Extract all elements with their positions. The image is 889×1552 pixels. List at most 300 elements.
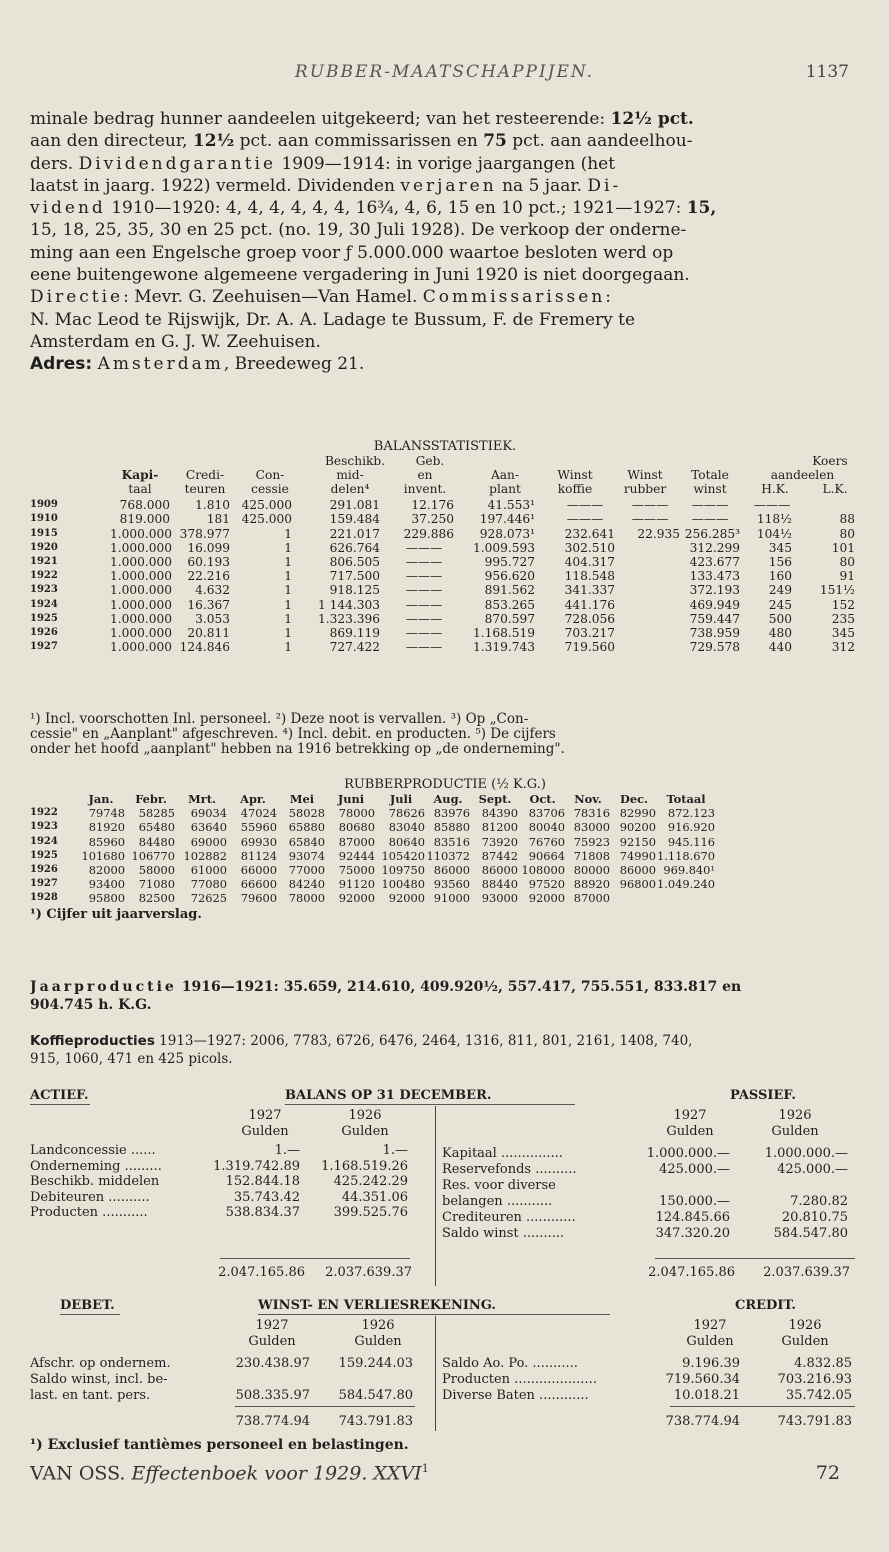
table-cell: 74990	[619, 848, 656, 863]
koffieproducties-text	[30, 1032, 860, 1068]
footer-page-number: 72	[815, 1462, 840, 1484]
winst-title: WINST- EN VERLIESREKENING.	[258, 1298, 496, 1313]
year-cell: 1923	[30, 584, 58, 596]
account-label: Reservefonds ..........	[442, 1162, 577, 1177]
table-cell: 58285	[138, 806, 175, 821]
account-label: Res. voor diverse	[442, 1178, 556, 1193]
account-value: 44.351.06	[341, 1189, 408, 1205]
table-cell: 345	[831, 625, 855, 640]
table-cell: 87000	[338, 834, 375, 849]
table-cell: 91000	[433, 891, 470, 906]
table-cell: 1.000.000	[110, 640, 173, 655]
table-cell: 956.620	[484, 569, 535, 584]
account-value: 35.743.42	[233, 1189, 300, 1205]
table-cell: 58028	[288, 806, 325, 821]
total: 743.791.83	[338, 1414, 413, 1429]
page-footer: VAN OSS. Effectenboek voor 1929. XXVI$^1$ 72	[30, 1462, 840, 1485]
table-cell: 77080	[190, 877, 227, 892]
column-header: Dec.	[619, 792, 649, 807]
year-cell: 1909	[30, 499, 58, 511]
text-line: laatst in jaarg. 1922) vermeld. Dividenden verjaren na 5 jaar. Di-	[30, 175, 622, 196]
table-cell: 110372	[426, 848, 470, 863]
table-cell: 102882	[183, 848, 227, 863]
table-cell: 1.118.670	[657, 848, 715, 863]
table-cell: 918.125	[329, 583, 380, 598]
table-cell: 109750	[381, 862, 425, 877]
table-cell: 152	[831, 597, 855, 612]
table-cell: 469.949	[689, 597, 740, 612]
table-header	[30, 792, 860, 806]
table-cell: 341.337	[564, 583, 615, 598]
table-cell: 12.176	[411, 498, 454, 513]
table-cell: 108000	[521, 862, 565, 877]
table-row	[30, 820, 860, 834]
actief-title: ACTIEF.	[30, 1088, 89, 1103]
text-line: Jaarproductie 1916—1921: 35.659, 214.610, 409.920½, 557.417, 755.551, 833.817 en	[30, 979, 742, 995]
table-cell: 37.250	[411, 512, 454, 527]
text-line: Adres: Amsterdam, Breedeweg 21.	[30, 354, 365, 375]
table-cell: 101680	[81, 848, 125, 863]
table-cell: ———	[631, 498, 669, 513]
text-line: Directie: Mevr. G. Zeehuisen—Van Hamel. Commissarissen:	[30, 287, 612, 308]
account-value: 7.280.82	[790, 1194, 848, 1209]
table-cell: ———	[405, 597, 443, 612]
table-cell: 86000	[481, 862, 518, 877]
account-label: Producten ....................	[442, 1372, 597, 1387]
table-cell: 1	[284, 597, 292, 612]
table-cell: 16.099	[187, 540, 230, 555]
table-cell: 1.323.396	[317, 611, 380, 626]
account-label: last. en tant. pers.	[30, 1388, 151, 1403]
table-cell: 84480	[138, 834, 175, 849]
table-cell: 92000	[528, 891, 565, 906]
account-label: Saldo winst, incl. be-	[30, 1372, 168, 1387]
table-cell: 372.193	[689, 583, 740, 598]
table-cell: 928.073¹	[479, 526, 535, 541]
year-cell: 1925	[30, 849, 58, 861]
account-value: 20.810.75	[781, 1210, 848, 1225]
table-cell: 1	[284, 583, 292, 598]
table-cell: 425.000	[241, 512, 292, 527]
table-cell: 93560	[433, 877, 470, 892]
account-value: 1.—	[382, 1143, 408, 1158]
table-row	[30, 498, 860, 512]
table-cell: 291.081	[329, 498, 380, 513]
table-cell: 853.265	[484, 597, 535, 612]
column-header: Mei	[289, 792, 315, 807]
table-cell: 302.510	[564, 540, 615, 555]
account-value: 1.—	[274, 1143, 300, 1158]
column-header: Febr.	[135, 792, 167, 807]
balansstatistiek-table	[30, 440, 860, 654]
account-value: 703.216.93	[777, 1372, 852, 1387]
table-row	[30, 877, 860, 891]
table-cell: 404.317	[564, 554, 615, 569]
debet-title: DEBET.	[60, 1298, 115, 1313]
table-cell: 1 144.303	[317, 597, 380, 612]
year-cell: 1924	[30, 835, 58, 847]
table-cell: 80	[839, 554, 855, 569]
table-cell: 78316	[573, 806, 610, 821]
table-cell: 75923	[573, 834, 610, 849]
table-cell: 63640	[190, 820, 227, 835]
account-value: 719.560.34	[665, 1372, 740, 1387]
table-cell: 104½	[756, 526, 792, 541]
table-cell: 85960	[88, 834, 125, 849]
table-title: RUBBERPRODUCTIE (½ K.G.)	[344, 777, 546, 792]
table-cell: 87000	[573, 891, 610, 906]
table-cell: 82000	[88, 862, 125, 877]
table-cell: 84390	[481, 806, 518, 821]
account-label: Crediteuren ............	[442, 1210, 576, 1225]
column-header: Juli	[389, 792, 413, 807]
table-cell: 71080	[138, 877, 175, 892]
table-row	[30, 569, 860, 583]
table-cell: 93400	[88, 877, 125, 892]
table-cell: 91	[839, 569, 855, 584]
table-row	[30, 512, 860, 526]
account-value: 1.000.000.—	[764, 1146, 848, 1161]
table-cell: 66600	[240, 877, 277, 892]
account-value: 35.742.05	[785, 1388, 852, 1403]
column-header: Aug.	[433, 792, 463, 807]
table-row	[30, 806, 860, 820]
table-cell: 80	[839, 526, 855, 541]
table-cell: 93000	[481, 891, 518, 906]
table-cell: 86000	[433, 862, 470, 877]
table-cell: ———	[405, 611, 443, 626]
year-cell: 1922	[30, 570, 58, 582]
account-value: 399.525.76	[333, 1205, 408, 1220]
table-row	[30, 612, 860, 626]
table-cell: 181	[206, 512, 230, 527]
table-cell: 1.168.519	[472, 625, 535, 640]
account-value: 10.018.21	[673, 1388, 740, 1403]
table-cell: 727.422	[329, 640, 380, 655]
table-cell: 81920	[88, 820, 125, 835]
table-cell: ———	[631, 512, 669, 527]
table-cell: 92000	[338, 891, 375, 906]
table-cell: 106770	[131, 848, 175, 863]
total: 2.047.165.86	[218, 1265, 305, 1280]
table-cell: 77000	[288, 862, 325, 877]
text-line: 915, 1060, 471 en 425 picols.	[30, 1051, 233, 1067]
table-cell: 232.641	[564, 526, 615, 541]
account-value: 9.196.39	[682, 1356, 740, 1371]
total: 743.791.83	[777, 1414, 852, 1429]
table-cell: 378.977	[179, 526, 230, 541]
table-row	[30, 598, 860, 612]
year-cell: 1924	[30, 598, 58, 610]
winst-footnote: ¹) Exclusief tantièmes personeel en belastingen.	[30, 1437, 409, 1453]
account-value: 584.547.80	[338, 1388, 413, 1403]
account-value: 230.438.97	[235, 1356, 310, 1371]
table-cell: 312	[831, 640, 855, 655]
table-cell: 92444	[338, 848, 375, 863]
table-cell: 118½	[756, 512, 792, 527]
table-title: BALANSSTATISTIEK.	[373, 439, 517, 454]
table-cell: 768.000	[119, 498, 170, 513]
table-row	[30, 640, 860, 654]
table-cell: 229.886	[403, 526, 454, 541]
table-cell: 90200	[619, 820, 656, 835]
year-cell: 1910	[30, 513, 58, 525]
table-cell: 1.009.593	[472, 540, 535, 555]
table-body	[30, 498, 860, 654]
table-cell: 78626	[388, 806, 425, 821]
text-line: 15, 18, 25, 35, 30 en 25 pct. (no. 19, 30 Juli 1928). De verkoop der onderne-	[30, 220, 687, 241]
table-cell: ———	[405, 625, 443, 640]
table-cell: 75000	[338, 862, 375, 877]
table-cell: 945.116	[667, 834, 715, 849]
footer-title: Effectenboek voor 1929. XXVI	[131, 1462, 422, 1485]
table-cell: 345	[768, 540, 792, 555]
table-row	[30, 835, 860, 849]
running-title: RUBBER-MAATSCHAPPIJEN.	[294, 62, 595, 82]
table-cell: 703.217	[564, 625, 615, 640]
column-header: Mrt.	[188, 792, 216, 807]
table-cell: ———	[405, 640, 443, 655]
table-cell: 159.484	[329, 512, 380, 527]
table-cell: 160	[768, 569, 792, 584]
rubberproductie-table	[30, 778, 860, 922]
table-cell: 83976	[433, 806, 470, 821]
table-cell: 819.000	[119, 512, 170, 527]
table-cell: 312.299	[689, 540, 740, 555]
table-cell: 80040	[528, 820, 565, 835]
table-cell: 93074	[288, 848, 325, 863]
table-cell: 80640	[388, 834, 425, 849]
year-cell: 1926	[30, 626, 58, 638]
table-cell: 105420	[381, 848, 425, 863]
footnote: ¹) Incl. voorschotten Inl. personeel. ²) Deze noot is vervallen. ³) Op „Con-	[30, 712, 529, 727]
total: 738.774.94	[235, 1414, 310, 1429]
table-cell: 626.764	[329, 540, 380, 555]
table-cell: 95800	[88, 891, 125, 906]
account-label: Saldo winst ..........	[442, 1226, 565, 1241]
table-cell: 65880	[288, 820, 325, 835]
text-line: minale bedrag hunner aandeelen uitgekeerd; van het resteerende: 12½ pct.	[30, 109, 694, 129]
table-cell: 16.367	[187, 597, 230, 612]
table-cell: 1	[284, 569, 292, 584]
table-cell: ———	[566, 498, 604, 513]
table-cell: 92000	[388, 891, 425, 906]
table-cell: 423.677	[689, 554, 740, 569]
table-cell: 197.446¹	[479, 512, 535, 527]
table-cell: 69930	[240, 834, 277, 849]
table-cell: 78000	[338, 806, 375, 821]
table-cell: 92150	[619, 834, 656, 849]
account-value: 425.000.—	[777, 1162, 848, 1177]
table-cell: 1.000.000	[110, 611, 173, 626]
table-cell: 82990	[619, 806, 656, 821]
text-line: ders. Dividendgarantie 1909—1914: in vorige jaargangen (het	[30, 153, 616, 174]
account-value: 159.244.03	[338, 1356, 413, 1371]
column-header: Apr.	[240, 792, 266, 807]
account-value: 1.000.000.—	[646, 1146, 730, 1161]
table-cell: 69000	[190, 834, 227, 849]
account-value: 1.168.519.26	[321, 1158, 408, 1174]
table-cell: 480	[768, 625, 792, 640]
table-cell: 1.000.000	[110, 597, 173, 612]
table-cell: 256.285³	[684, 526, 740, 541]
table-cell: ———	[405, 540, 443, 555]
table-cell: 101	[831, 540, 855, 555]
year-cell: 1923	[30, 821, 58, 833]
table-cell: 60.193	[187, 554, 230, 569]
table-header: taal teuren cessie delen⁴ invent. plant koffie rubber winst H.K. L.K.	[128, 482, 848, 497]
table-body	[30, 806, 860, 905]
column-header: Oct.	[529, 792, 556, 807]
table-cell: 97520	[528, 877, 565, 892]
table-cell: 80680	[338, 820, 375, 835]
table-cell: 995.727	[484, 554, 535, 569]
table-cell: 83000	[573, 820, 610, 835]
table-cell: 84240	[288, 877, 325, 892]
table-cell: 1.049.240	[657, 877, 715, 892]
text-line: aan den directeur, 12½ pct. aan commissarissen en 75 pct. aan aandeelhou-	[30, 131, 693, 152]
winst-section: DEBET. WINST- EN VERLIESREKENING. CREDIT. 1927 1926 1927 1926 Gulden Gulden Gulden Gulden Afschr. op ondernem. 230.438.97 159.244.03 Saldo winst, incl. be- last. en tant. pers. 508.335.97 584.547.80 Saldo Ao. Po. ........... 9.196.39 4.832.85 Producten .................... 719.560.34 703.216.93 Diverse Baten ............ 10.018.21 35.742.05 738.774.94 743.791.83 738.774.94 743.791.83	[30, 1298, 860, 1433]
table-cell: 86000	[619, 862, 656, 877]
table-cell: 87442	[481, 848, 518, 863]
year-cell: 1927	[30, 641, 58, 653]
table-cell: ———	[691, 498, 729, 513]
table-cell: 806.505	[329, 554, 380, 569]
table-cell: 1.000.000	[110, 625, 173, 640]
table-cell: 78000	[288, 891, 325, 906]
table-cell: 1.000.000	[110, 554, 173, 569]
table-cell: ———	[691, 512, 729, 527]
footer-author: VAN OSS.	[30, 1462, 132, 1485]
account-label: belangen ...........	[442, 1194, 553, 1209]
year-cell: 1922	[30, 807, 58, 819]
table-cell: 71808	[573, 848, 610, 863]
table-cell: 80000	[573, 862, 610, 877]
table-cell: 221.017	[329, 526, 380, 541]
account-label: Afschr. op ondernem.	[30, 1356, 171, 1371]
column-header: Jan.	[88, 792, 114, 807]
credit-title: CREDIT.	[735, 1298, 796, 1313]
account-label: Saldo Ao. Po. ...........	[442, 1356, 578, 1371]
total: 2.037.639.37	[763, 1265, 850, 1280]
table-cell: 728.056	[564, 611, 615, 626]
table-cell: 500	[768, 611, 792, 626]
table-cell: 79600	[240, 891, 277, 906]
table-cell: 249	[768, 583, 792, 598]
account-value: 124.845.66	[655, 1210, 730, 1225]
footnote: ¹) Cijfer uit jaarverslag.	[30, 906, 202, 922]
table-cell: 1	[284, 611, 292, 626]
table-cell: 1	[284, 554, 292, 569]
table-cell: 72625	[190, 891, 227, 906]
table-cell: 47024	[240, 806, 277, 821]
table-header: Beschikb. Geb. Koers	[324, 454, 848, 469]
table-cell: 1.319.743	[472, 640, 535, 655]
table-cell: 88	[839, 512, 855, 527]
table-row	[30, 555, 860, 569]
table-cell: 1	[284, 526, 292, 541]
account-value: 425.000.—	[659, 1162, 730, 1177]
table-cell: 100480	[381, 877, 425, 892]
text-line: vidend 1910—1920: 4, 4, 4, 4, 4, 4, 16¾, 4, 6, 15 en 10 pct.; 1921—1927: 15,	[30, 198, 717, 219]
table-cell: 3.053	[195, 611, 230, 626]
balans-title: BALANS OP 31 DECEMBER.	[285, 1088, 492, 1103]
table-cell: 82500	[138, 891, 175, 906]
year-cell: 1928	[30, 892, 58, 904]
table-cell: 1.000.000	[110, 583, 173, 598]
footnote: cessie" en „Aanplant" afgeschreven. ⁴) Incl. debit. en producten. ⁵) De cijfers	[30, 727, 556, 742]
table-row	[30, 583, 860, 597]
table-row	[30, 849, 860, 863]
table-cell: 66000	[240, 862, 277, 877]
table-cell: 425.000	[241, 498, 292, 513]
text-line: Koffieproducties 1913—1927: 2006, 7783, 6726, 6476, 2464, 1316, 811, 801, 2161, 1408, 740,	[30, 1033, 693, 1049]
column-header: Sept.	[478, 792, 512, 807]
year-cell: 1925	[30, 612, 58, 624]
table-cell: 1.000.000	[110, 540, 173, 555]
table-row	[30, 891, 860, 905]
account-label: Debiteuren ..........	[30, 1189, 150, 1205]
table-cell: 870.597	[484, 611, 535, 626]
table-cell: 759.447	[689, 611, 740, 626]
table-cell: 88440	[481, 877, 518, 892]
table-header: Kapi- Credi- Con- mid- en Aan- Winst Winst Totale aandeelen	[121, 468, 835, 483]
table-cell: ———	[566, 512, 604, 527]
table-cell: 96800	[619, 877, 656, 892]
account-value: 4.832.85	[794, 1356, 852, 1371]
total: 2.037.639.37	[325, 1265, 412, 1280]
table-cell: 869.119	[329, 625, 380, 640]
table-cell: 872.123	[667, 806, 715, 821]
table-cell: 81200	[481, 820, 518, 835]
year-cell: 1915	[30, 527, 58, 539]
body-paragraph	[30, 108, 860, 376]
table-cell: ———	[753, 498, 791, 513]
column-header: Juni	[337, 792, 365, 807]
table-cell: 90664	[528, 848, 565, 863]
table-cell: 83516	[433, 834, 470, 849]
column-header: Totaal	[666, 792, 706, 807]
footnote: onder het hoofd „aanplant" hebben na 1916 betrekking op „de onderneming".	[30, 742, 565, 757]
table-cell: 83706	[528, 806, 565, 821]
account-label: Landconcessie ......	[30, 1143, 156, 1158]
year-cell: 1926	[30, 863, 58, 875]
table-cell: 69034	[190, 806, 227, 821]
table-cell: 719.560	[564, 640, 615, 655]
table-cell: 76760	[528, 834, 565, 849]
table-cell: 124.846	[179, 640, 230, 655]
jaarproductie-text	[30, 978, 860, 1014]
table-cell: 156	[768, 554, 792, 569]
page-number: 1137	[805, 62, 849, 82]
table-cell: ———	[405, 554, 443, 569]
table-cell: 41.553¹	[487, 498, 535, 513]
table-cell: 4.632	[195, 583, 230, 598]
year-cell: 1921	[30, 555, 58, 567]
table-cell: 88920	[573, 877, 610, 892]
table-cell: 1	[284, 640, 292, 655]
table-cell: 61000	[190, 862, 227, 877]
table-cell: 65840	[288, 834, 325, 849]
table-cell: 151½	[819, 583, 855, 598]
text-line: Amsterdam en G. J. W. Zeehuisen.	[30, 331, 321, 352]
table-cell: 1	[284, 625, 292, 640]
account-value: 538.834.37	[225, 1205, 300, 1220]
account-label: Producten ...........	[30, 1205, 148, 1220]
account-label: Beschikb. middelen	[30, 1174, 160, 1189]
text-line: N. Mac Leod te Rijswijk, Dr. A. A. Ladage te Bussum, F. de Fremery te	[30, 309, 636, 330]
table-cell: 91120	[338, 877, 375, 892]
